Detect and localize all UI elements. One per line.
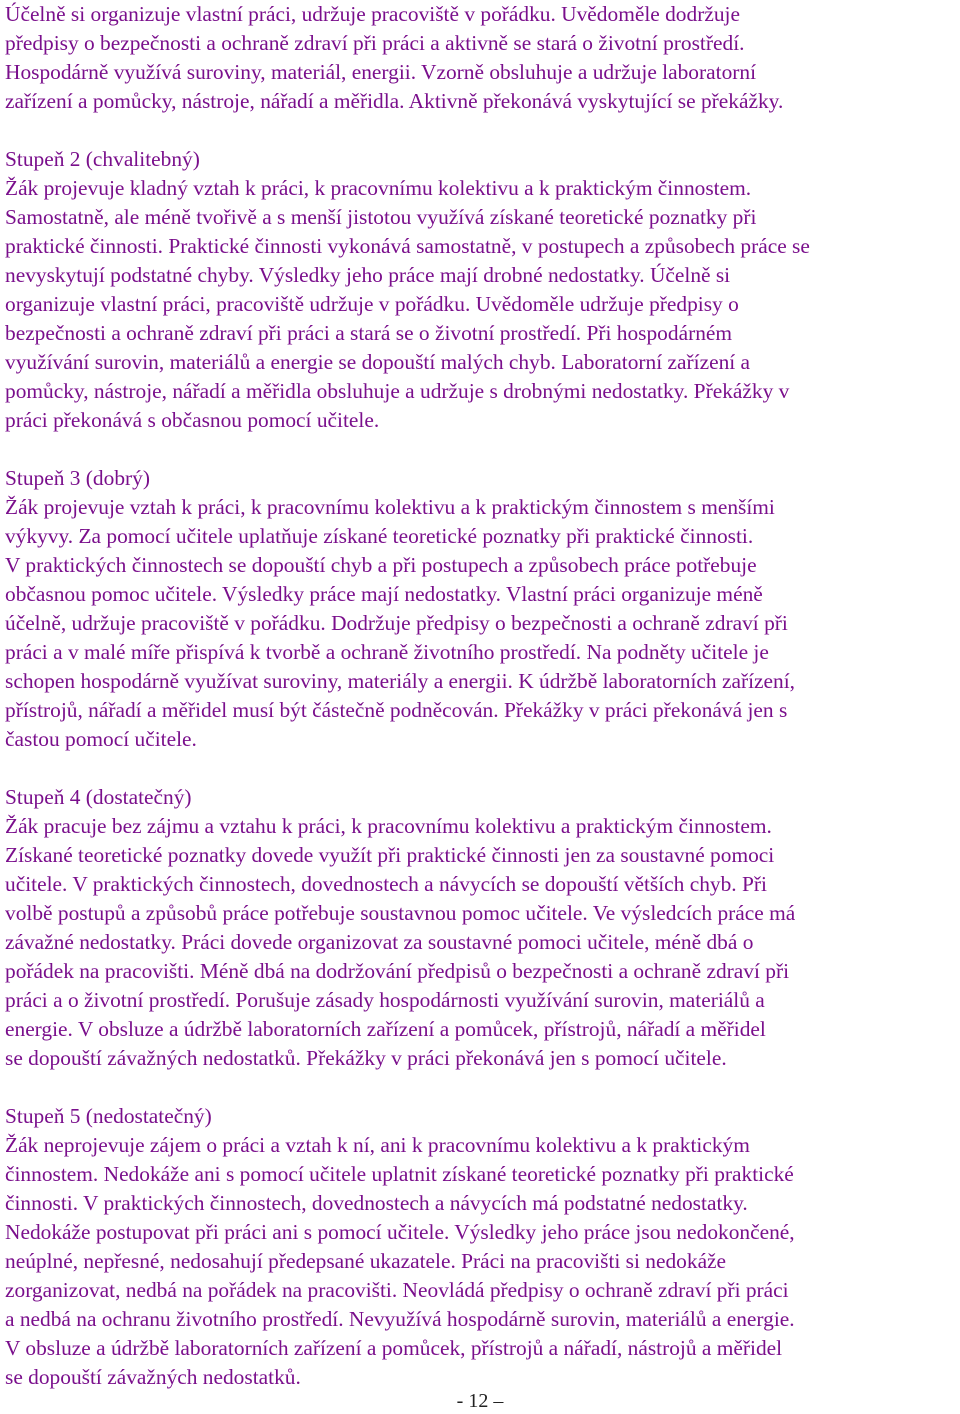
section-line: výkyvy. Za pomocí učitele uplatňuje získané teoretické poznatky při praktické činnosti.	[5, 524, 754, 548]
section-stupen-5	[5, 1102, 953, 1392]
section-line: Získané teoretické poznatky dovede využít při praktické činnosti jen za soustavné pomoci	[5, 843, 775, 867]
section-line: nevyskytují podstatné chyby. Výsledky jeho práce mají drobné nedostatky. Účelně si	[5, 263, 731, 287]
section-line: bezpečnosti a ochraně zdraví při práci a stará se o životní prostředí. Při hospodárném	[5, 321, 733, 345]
section-line: Žák projevuje kladný vztah k práci, k pracovnímu kolektivu a k praktickým činnostem.	[5, 176, 752, 200]
section-heading: Stupeň 2 (chvalitebný)	[5, 147, 200, 171]
section-line: zorganizovat, nedbá na pořádek na pracovišti. Neovládá předpisy o ochraně zdraví při práci	[5, 1278, 789, 1302]
intro-line: Hospodárně využívá suroviny, materiál, energii. Vzorně obsluhuje a udržuje laboratorní	[5, 60, 757, 84]
paragraph-spacer	[5, 435, 953, 464]
section-line: Žák projevuje vztah k práci, k pracovnímu kolektivu a k praktickým činnostem s menšími	[5, 495, 775, 519]
section-line: pomůcky, nástroje, nářadí a měřidla obsluhuje a udržuje s drobnými nedostatky. Překážky v	[5, 379, 790, 403]
section-line: energie. V obsluze a údržbě laboratorních zařízení a pomůcek, přístrojů, nářadí a měřidel	[5, 1017, 766, 1041]
paragraph-spacer	[5, 754, 953, 783]
section-line: práci a o životní prostředí. Porušuje zásady hospodárnosti využívání surovin, materiálů a	[5, 988, 765, 1012]
paragraph-spacer	[5, 116, 953, 145]
section-stupen-2	[5, 145, 953, 435]
paragraph-spacer	[5, 1073, 953, 1102]
section-line: organizuje vlastní práci, pracoviště udržuje v pořádku. Uvědoměle udržuje předpisy o	[5, 292, 739, 316]
document-page	[5, 0, 953, 1392]
section-line: V obsluze a údržbě laboratorních zařízení a pomůcek, přístrojů a nářadí, nástrojů a měřidel	[5, 1336, 783, 1360]
page-number: - 12 –	[456, 1390, 504, 1412]
section-line: V praktických činnostech se dopouští chyb a při postupech a způsobech práce potřebuje	[5, 553, 757, 577]
intro-line: zařízení a pomůcky, nástroje, nářadí a měřidla. Aktivně překonává vyskytující se překážky.	[5, 89, 784, 113]
section-heading: Stupeň 5 (nedostatečný)	[5, 1104, 212, 1128]
intro-line: Účelně si organizuje vlastní práci, udržuje pracoviště v pořádku. Uvědoměle dodržuje	[5, 2, 740, 26]
section-line: účelně, udržuje pracoviště v pořádku. Dodržuje předpisy o bezpečnosti a ochraně zdraví při	[5, 611, 788, 635]
section-line: se dopouští závažných nedostatků. Překážky v práci překonává jen s pomocí učitele.	[5, 1046, 727, 1070]
section-line: neúplné, nepřesné, nedosahují předepsané ukazatele. Práci na pracovišti si nedokáže	[5, 1249, 727, 1273]
section-line: využívání surovin, materiálů a energie se dopouští malých chyb. Laboratorní zařízení a	[5, 350, 751, 374]
section-line: činnostem. Nedokáže ani s pomocí učitele uplatnit získané teoretické poznatky při praktické	[5, 1162, 794, 1186]
section-line: schopen hospodárně využívat suroviny, materiály a energii. K údržbě laboratorních zařízení,	[5, 669, 795, 693]
section-heading: Stupeň 3 (dobrý)	[5, 466, 150, 490]
section-line: občasnou pomoc učitele. Výsledky práce mají nedostatky. Vlastní práci organizuje méně	[5, 582, 763, 606]
section-line: činnosti. V praktických činnostech, dovednostech a návycích má podstatné nedostatky.	[5, 1191, 748, 1215]
section-line: učitele. V praktických činnostech, dovednostech a návycích se dopouští větších chyb. Při	[5, 872, 767, 896]
section-heading: Stupeň 4 (dostatečný)	[5, 785, 192, 809]
section-line: pořádek na pracovišti. Méně dbá na dodržování předpisů o bezpečnosti a ochraně zdraví při	[5, 959, 790, 983]
section-line: Nedokáže postupovat při práci ani s pomocí učitele. Výsledky jeho práce jsou nedokončené,	[5, 1220, 795, 1244]
section-line: přístrojů, nářadí a měřidel musí být částečně podněcován. Překážky v práci překonává jen s	[5, 698, 788, 722]
section-line: Žák pracuje bez zájmu a vztahu k práci, k pracovnímu kolektivu a praktickým činnostem.	[5, 814, 772, 838]
section-line: práci překonává s občasnou pomocí učitele.	[5, 408, 380, 432]
section-line: se dopouští závažných nedostatků.	[5, 1365, 301, 1389]
section-line: závažné nedostatky. Práci dovede organizovat za soustavné pomoci učitele, méně dbá o	[5, 930, 754, 954]
intro-paragraph	[5, 0, 953, 116]
section-line: práci a v malé míře přispívá k tvorbě a ochraně životního prostředí. Na podněty učitele je	[5, 640, 769, 664]
section-line: praktické činnosti. Praktické činnosti vykonává samostatně, v postupech a způsobech práce se	[5, 234, 810, 258]
section-stupen-3	[5, 464, 953, 754]
section-line: a nedbá na ochranu životního prostředí. Nevyužívá hospodárně surovin, materiálů a energie.	[5, 1307, 795, 1331]
intro-line: předpisy o bezpečnosti a ochraně zdraví při práci a aktivně se stará o životní prostředí.	[5, 31, 745, 55]
section-line: volbě postupů a způsobů práce potřebuje soustavnou pomoc učitele. Ve výsledcích práce má	[5, 901, 796, 925]
section-line: častou pomocí učitele.	[5, 727, 197, 751]
section-line: Žák neprojevuje zájem o práci a vztah k ní, ani k pracovnímu kolektivu a k praktickým	[5, 1133, 750, 1157]
section-line: Samostatně, ale méně tvořivě a s menší jistotou využívá získané teoretické poznatky při	[5, 205, 757, 229]
section-stupen-4	[5, 783, 953, 1073]
